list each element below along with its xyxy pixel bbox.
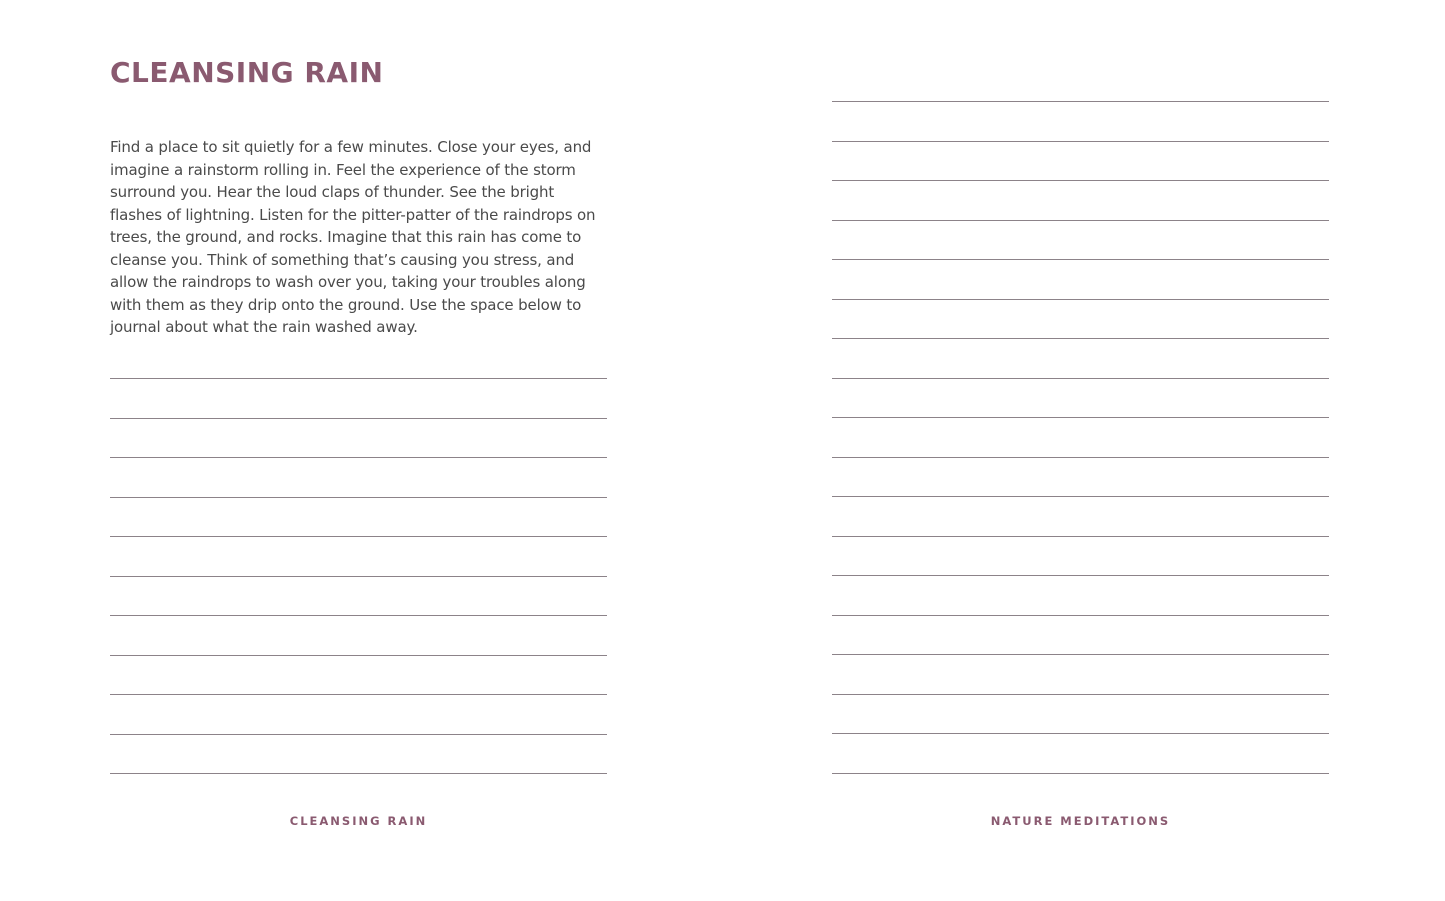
journal-line <box>110 457 607 458</box>
meditation-instructions: Find a place to sit quietly for a few minutes. Close your eyes, and imagine a rainstorm rolling in. Feel the experience of the storm surround you. Hear the loud claps of thunder. See the bright flashes of lightning. Listen for the pitter-patter of the raindrops on trees, the ground, and rocks. Imagine that this rain has come to cleanse you. Think of something that’s causing you stress, and allow the raindrops to wash over you, taking your troubles along with them as they drip onto the ground. Use the space below to journal about what the rain washed away. <box>110 138 596 336</box>
journal-line <box>110 378 607 379</box>
page-title: CLEANSING RAIN <box>110 56 384 89</box>
journal-line <box>110 615 607 616</box>
journal-line <box>110 418 607 419</box>
journal-line <box>110 694 607 695</box>
journal-line <box>110 734 607 735</box>
journal-line <box>832 338 1329 339</box>
journal-line <box>832 299 1329 300</box>
journal-line <box>832 615 1329 616</box>
journal-line <box>832 694 1329 695</box>
journal-line <box>110 773 607 774</box>
journal-line <box>832 141 1329 142</box>
journal-line <box>832 220 1329 221</box>
journal-line <box>110 497 607 498</box>
journal-line <box>832 378 1329 379</box>
left-page <box>0 0 722 901</box>
right-page <box>722 0 1445 901</box>
footer-left: CLEANSING RAIN <box>289 814 428 828</box>
journal-line <box>832 733 1329 734</box>
journal-line <box>832 496 1329 497</box>
journal-line <box>832 536 1329 537</box>
journal-line <box>832 101 1329 102</box>
journal-line <box>832 575 1329 576</box>
journal-line <box>832 457 1329 458</box>
journal-line <box>110 536 607 537</box>
journal-line <box>110 655 607 656</box>
journal-line <box>832 654 1329 655</box>
journal-line <box>832 180 1329 181</box>
journal-line <box>832 259 1329 260</box>
footer-right: NATURE MEDITATIONS <box>990 814 1171 828</box>
journal-line <box>832 417 1329 418</box>
journal-line <box>832 773 1329 774</box>
journal-line <box>110 576 607 577</box>
